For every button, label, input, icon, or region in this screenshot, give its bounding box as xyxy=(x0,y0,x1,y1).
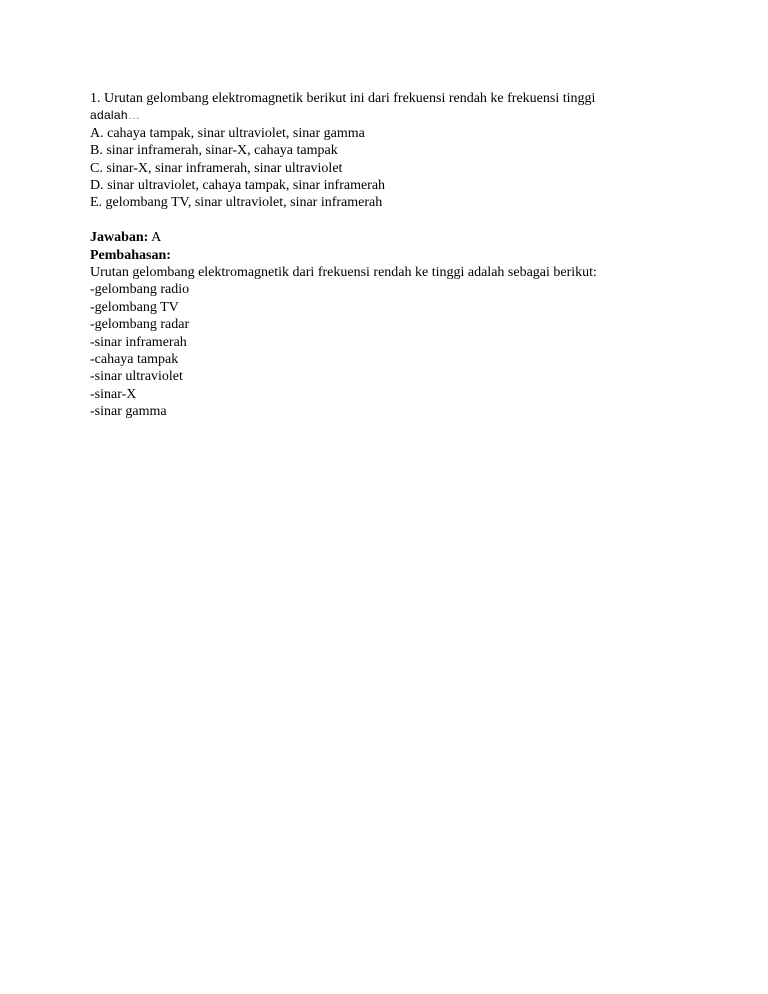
list-item: -gelombang TV xyxy=(90,299,179,315)
answer-label: Jawaban: xyxy=(90,230,149,246)
option-d: D. sinar ultraviolet, cahaya tampak, sinar inframerah xyxy=(90,178,386,194)
list-item: -cahaya tampak xyxy=(90,352,179,368)
spacer xyxy=(90,212,690,229)
list-item: -gelombang radar xyxy=(90,317,190,333)
question-text: 1. Urutan gelombang elektromagnetik berikut ini dari frekuensi rendah ke frekuensi tinggi xyxy=(90,91,596,106)
document-content xyxy=(90,90,690,421)
option-c: C. sinar-X, sinar inframerah, sinar ultraviolet xyxy=(90,160,343,176)
option-e: E. gelombang TV, sinar ultraviolet, sinar inframerah xyxy=(90,195,383,211)
answer-value: A xyxy=(148,230,162,246)
option-b: B. sinar inframerah, sinar-X, cahaya tampak xyxy=(90,143,338,159)
list-item: -gelombang radio xyxy=(90,282,190,298)
option-a: A. cahaya tampak, sinar ultraviolet, sinar gamma xyxy=(90,125,365,141)
explanation-intro: Urutan gelombang elektromagnetik dari frekuensi rendah ke tinggi adalah sebagai berikut: xyxy=(90,265,597,281)
explanation-label: Pembahasan: xyxy=(90,247,171,263)
list-item: -sinar-X xyxy=(90,386,137,402)
list-item: -sinar inframerah xyxy=(90,334,187,350)
answer-line xyxy=(90,229,690,246)
list-item: -sinar gamma xyxy=(90,404,167,420)
question-continuation xyxy=(90,107,690,124)
list-item: -sinar ultraviolet xyxy=(90,369,183,385)
question-continuation-text: adalah xyxy=(90,108,128,123)
question-ellipsis: … xyxy=(127,108,141,123)
